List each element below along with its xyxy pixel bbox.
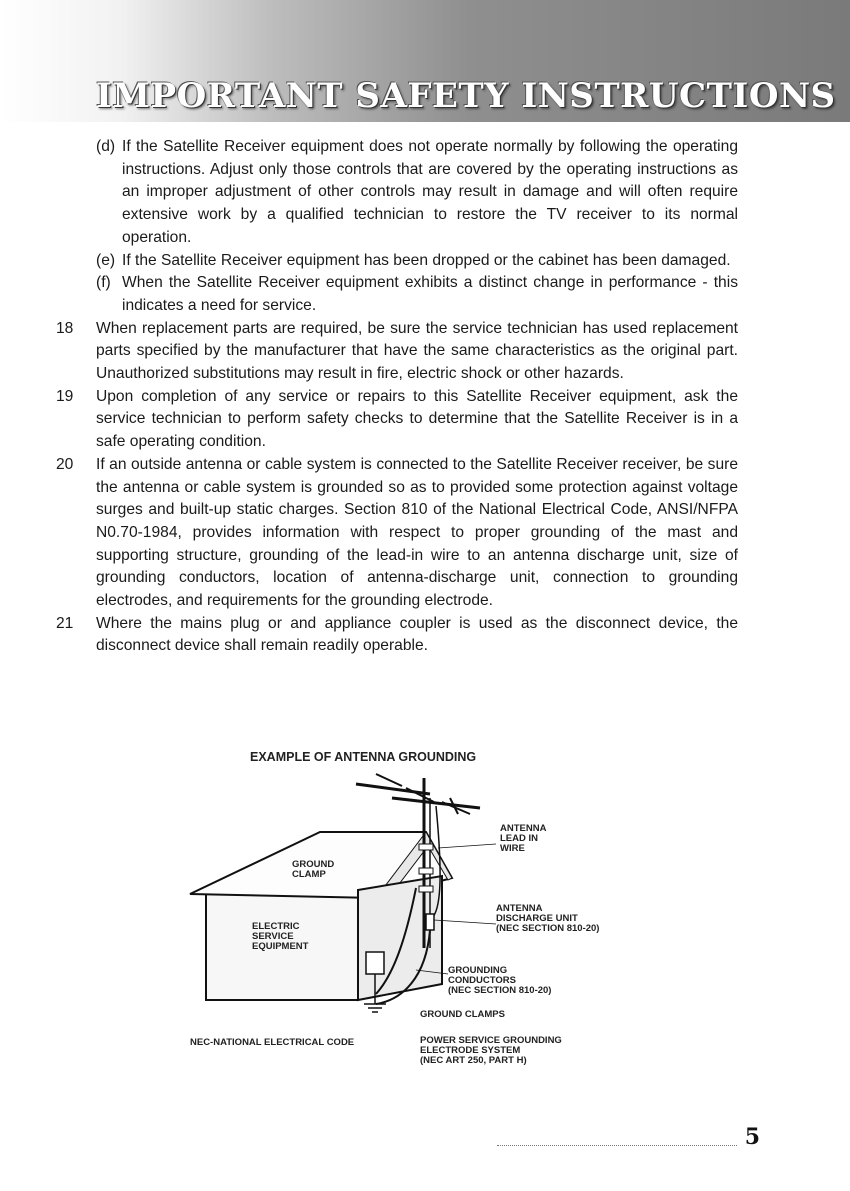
- item-number: 18: [56, 319, 74, 337]
- item-number: 20: [56, 455, 74, 473]
- item-marker: (f): [96, 274, 111, 292]
- list-item-19: [56, 386, 738, 454]
- label-ground-clamp: GROUND CLAMP: [292, 859, 335, 880]
- label-nec-code: NEC-NATIONAL ELECTRICAL CODE: [190, 1037, 355, 1048]
- item-text: When the Satellite Receiver equipment exhibits a distinct change in performance - this indicates a need for service.: [122, 274, 738, 314]
- item-text: If an outside antenna or cable system is connected to the Satellite Receiver receiver, be sure the antenna or cable system is grounded so as to provided some protection against voltage surges and built-up static charges. Section 810 of the National Electrical Code, ANSI/NFPA N0.70-1984, provides information with respect to proper grounding of the mast and supporting structure, grounding of the lead-in wire to an antenna discharge unit, size of grounding conductors, location of antenna-discharge unit, connection to grounding electrodes, and requirements for the grounding electrode.: [96, 455, 738, 610]
- footer-dotted-rule: [497, 1145, 737, 1146]
- item-number: 19: [56, 387, 74, 405]
- list-item-f: [56, 272, 738, 317]
- label-grounding-conductors: GROUNDING CONDUCTORS (NEC SECTION 810-20): [448, 965, 552, 996]
- item-text: Where the mains plug or and appliance coupler is used as the disconnect device, the disconnect device shall remain readily operable.: [96, 614, 738, 655]
- list-item-21: [56, 613, 738, 658]
- list-item-20: [56, 454, 738, 613]
- item-text: When replacement parts are required, be sure the service technician has used replacement parts specified by the manufacturer that have the same characteristics as the original part. Unauthorized substitutions may result in fire, electric shock or other hazards.: [96, 319, 738, 383]
- list-item-e: [56, 250, 738, 273]
- item-text: If the Satellite Receiver equipment does not operate normally by following the operating instructions. Adjust only those controls that are covered by the operating instructions as an improper adjustment of other controls may result in damage and will often require extensive work by a qualified technician to restore the TV receiver to its normal operation.: [122, 138, 738, 246]
- item-number: 21: [56, 614, 74, 632]
- list-item-18: [56, 318, 738, 386]
- page-footer: [497, 1124, 760, 1150]
- label-antenna-lead-in-wire: ANTENNA LEAD IN WIRE: [500, 823, 547, 854]
- label-ground-clamps: GROUND CLAMPS: [420, 1009, 505, 1020]
- list-item-d: [56, 136, 738, 250]
- page-title: IMPORTANT SAFETY INSTRUCTIONS: [96, 76, 836, 116]
- label-electric-service-equipment: ELECTRIC SERVICE EQUIPMENT: [252, 921, 309, 952]
- item-text: If the Satellite Receiver equipment has been dropped or the cabinet has been damaged.: [122, 251, 731, 269]
- label-antenna-discharge-unit: ANTENNA DISCHARGE UNIT (NEC SECTION 810-20): [496, 903, 600, 934]
- label-power-service-grounding: POWER SERVICE GROUNDING ELECTRODE SYSTEM (NEC ART 250, PART H): [420, 1035, 562, 1066]
- antenna-grounding-diagram: [180, 748, 640, 1078]
- page-number: 5: [744, 1124, 760, 1150]
- item-marker: (e): [96, 251, 116, 269]
- item-marker: (d): [96, 138, 116, 155]
- diagram-title: EXAMPLE OF ANTENNA GROUNDING: [250, 750, 477, 764]
- item-text: Upon completion of any service or repairs to this Satellite Receiver equipment, ask the service technician to perform safety checks to determine that the Satellite Receiver is in a safe operating condition.: [96, 387, 738, 451]
- instructions-body: [56, 136, 738, 658]
